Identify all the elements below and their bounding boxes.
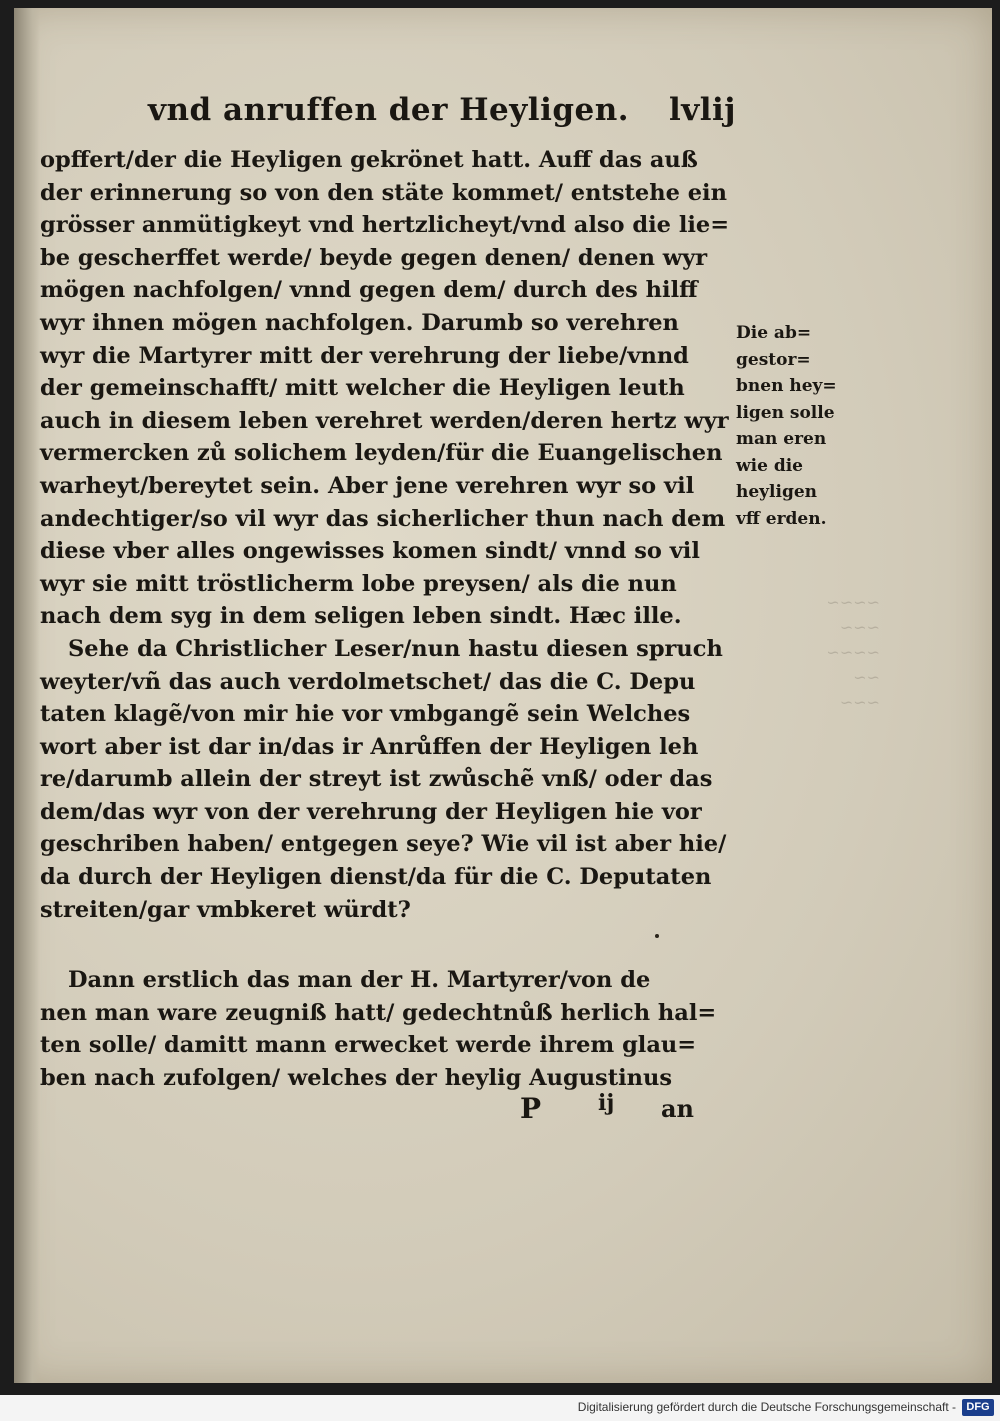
- text-line: auch in diesem leben verehret werden/deren hertz wyr: [40, 407, 729, 434]
- text-line: vermercken zů solichem leyden/für die Euangelischen: [40, 440, 723, 467]
- text-line: der erinnerung so von den stäte kommet/ entstehe ein: [40, 179, 727, 206]
- text-line: grösser anmütigkeyt vnd hertzlicheyt/vnd also die lie=: [40, 212, 730, 239]
- dfg-logo: DFG: [962, 1399, 994, 1416]
- text-line: Sehe da Christlicher Leser/nun hastu diesen spruch: [68, 635, 723, 662]
- text-line: der gemeinschafft/ mitt welcher die Heyligen leuth: [40, 375, 685, 402]
- signature-mark: P: [520, 1092, 542, 1125]
- marginal-line: heyligen: [736, 482, 818, 502]
- signature-line: [520, 1092, 710, 1130]
- ink-speck: [655, 934, 659, 938]
- text-line: re/darumb allein der streyt ist zwůschẽ vnß/ oder das: [40, 766, 713, 793]
- text-line: ben nach zufolgen/ welches der heylig Augustinus: [40, 1065, 673, 1092]
- text-line: be gescherffet werde/ beyde gegen denen/ denen wyr: [40, 244, 708, 271]
- text-line: warheyt/bereytet sein. Aber jene verehren wyr so vil: [40, 472, 695, 499]
- text-line: nen man ware zeugniß hatt/ gedechtnůß herlich hal=: [40, 999, 717, 1026]
- text-line: andechtiger/so vil wyr das sicherlicher thun nach dem: [40, 505, 726, 532]
- marginal-line: Die ab=: [736, 323, 812, 343]
- marginal-line: vff erden.: [736, 508, 827, 529]
- footer-bar: [0, 1395, 1000, 1421]
- paragraph-gap: [40, 926, 720, 964]
- funding-credit: Digitalisierung gefördert durch die Deutsche Forschungsgemeinschaft -: [577, 1400, 956, 1414]
- text-line: geschriben haben/ entgegen seye? Wie vil ist aber hie/: [40, 831, 727, 858]
- text-line: diese vber alles ongewisses komen sindt/ vnnd so vil: [40, 538, 700, 565]
- marginal-note: [736, 320, 836, 532]
- text-line: wort aber ist dar in/das ir Anrůffen der Heyligen leh: [40, 733, 699, 760]
- text-line: ten solle/ damitt mann erwecket werde ihrem glau=: [40, 1032, 697, 1059]
- text-line: wyr ihnen mögen nachfolgen. Darumb so verehren: [40, 309, 679, 336]
- text-line: taten klagẽ/von mir hie vor vmbgangẽ sein Welches: [40, 701, 691, 728]
- catchword: an: [661, 1094, 694, 1123]
- marginal-line: ligen solle: [736, 402, 835, 423]
- marginal-line: bnen hey=: [736, 376, 837, 396]
- text-line: mögen nachfolgen/ vnnd gegen dem/ durch des hilff: [40, 277, 698, 304]
- marginal-line: man eren: [736, 429, 827, 449]
- running-head: [148, 92, 736, 138]
- text-line: weyter/vñ das auch verdolmetschet/ das die C. Depu: [40, 668, 696, 695]
- show-through-ink: ~~~~ ~~~ ~~~~ ~~ ~~~: [826, 593, 880, 712]
- marginal-line: wie die: [736, 455, 803, 476]
- text-line: wyr die Martyrer mitt der verehrung der liebe/vnnd: [40, 342, 689, 369]
- text-line: streiten/gar vmbkeret würdt?: [40, 896, 411, 923]
- text-line: dem/das wyr von der verehrung der Heyligen hie vor: [40, 798, 702, 825]
- folio-number: lvlij: [668, 92, 736, 128]
- text-line: nach dem syg in dem seligen leben sindt. Hæc ille.: [40, 603, 682, 630]
- marginal-line: gestor=: [736, 349, 811, 370]
- running-title: vnd anruffen der Heyligen.: [148, 92, 630, 128]
- text-line: Dann erstlich das man der H. Martyrer/von de: [68, 967, 651, 994]
- text-line: opffert/der die Heyligen gekrönet hatt. Auff das auß: [40, 147, 698, 173]
- text-line: wyr sie mitt tröstlicherm lobe preysen/ als die nun: [40, 570, 677, 597]
- main-text-block: [40, 144, 730, 1095]
- page-gutter-shadow: [14, 8, 40, 1383]
- text-line: da durch der Heyligen dienst/da für die C. Deputaten: [40, 864, 712, 891]
- signature-number: ij: [598, 1090, 615, 1116]
